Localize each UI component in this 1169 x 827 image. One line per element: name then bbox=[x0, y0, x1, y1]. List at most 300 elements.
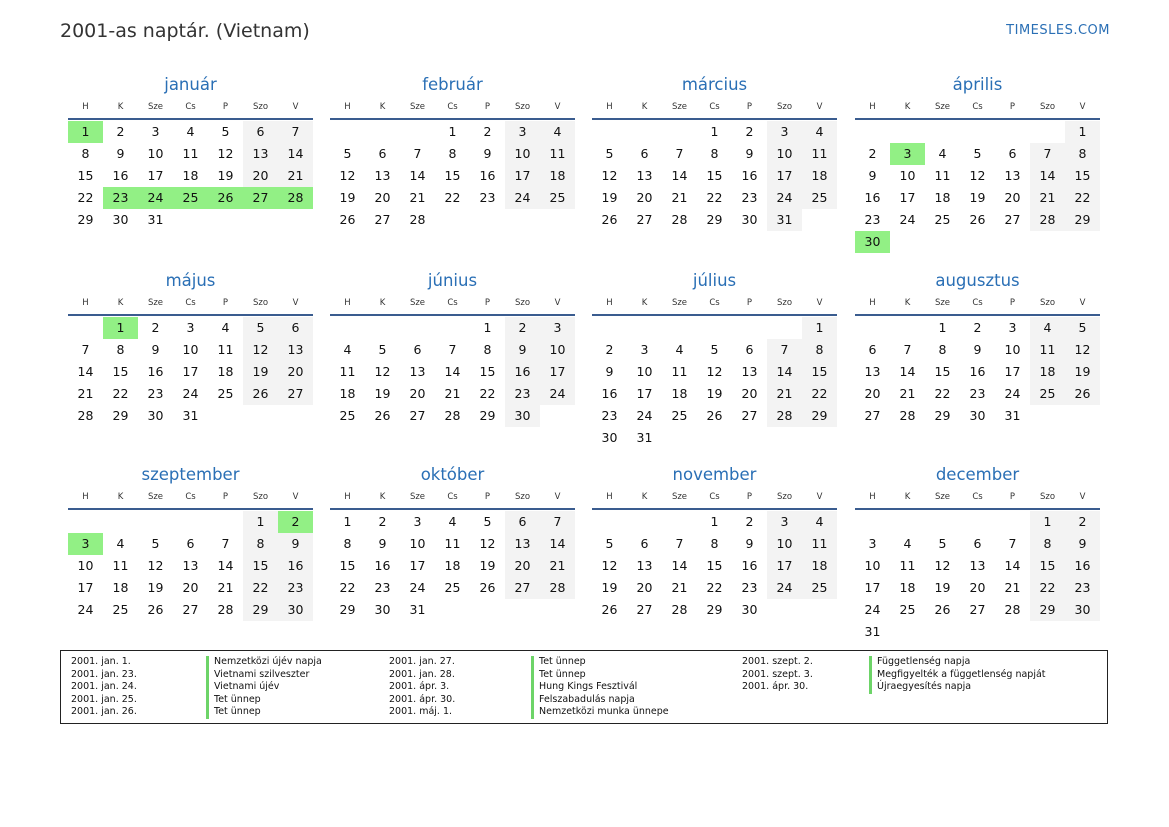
day-cell: 6 bbox=[1008, 146, 1017, 161]
day-cell: 1 bbox=[802, 317, 837, 339]
weekday-label: Cs bbox=[447, 298, 458, 308]
day-cell: 30 bbox=[147, 408, 164, 423]
day-cell: 17 bbox=[77, 580, 94, 595]
weekday-label: V bbox=[816, 492, 823, 502]
day-cell: 8 bbox=[802, 339, 837, 361]
month-block bbox=[330, 74, 575, 231]
day-cell: 26 bbox=[243, 383, 278, 405]
weekday-label: K bbox=[379, 102, 386, 112]
brand-link[interactable]: TIMESLES.COM bbox=[1006, 23, 1110, 38]
day-grid bbox=[68, 121, 313, 231]
day-cell: 23 bbox=[969, 386, 986, 401]
legend-date-column bbox=[389, 656, 455, 719]
holiday-day-cell: 1 bbox=[68, 121, 103, 143]
day-cell: 17 bbox=[147, 168, 164, 183]
weekday-label: H bbox=[82, 102, 89, 112]
day-cell: 31 bbox=[147, 212, 164, 227]
legend-holiday-name: Újraegyesítés napja bbox=[869, 681, 1046, 694]
day-cell: 9 bbox=[278, 533, 313, 555]
day-cell: 5 bbox=[1065, 317, 1100, 339]
weekday-label: P bbox=[1009, 298, 1016, 308]
weekday-label: Sze bbox=[934, 102, 951, 112]
day-cell: 19 bbox=[217, 168, 234, 183]
day-cell: 16 bbox=[741, 168, 758, 183]
day-cell: 28 bbox=[671, 212, 688, 227]
day-cell: 28 bbox=[767, 405, 802, 427]
day-cell: 15 bbox=[1030, 555, 1065, 577]
weekday-label: V bbox=[1079, 102, 1086, 112]
day-cell: 10 bbox=[864, 558, 881, 573]
day-cell: 9 bbox=[973, 342, 982, 357]
day-cell: 20 bbox=[636, 190, 653, 205]
month-name: augusztus bbox=[935, 271, 1020, 290]
empty-cell bbox=[400, 317, 435, 339]
day-cell: 25 bbox=[802, 577, 837, 599]
day-cell: 27 bbox=[636, 602, 653, 617]
day-cell: 25 bbox=[1030, 383, 1065, 405]
day-cell: 4 bbox=[675, 342, 684, 357]
day-cell: 23 bbox=[505, 383, 540, 405]
weekday-label: K bbox=[641, 102, 648, 112]
day-cell: 20 bbox=[409, 386, 426, 401]
weekday-label: V bbox=[816, 298, 823, 308]
day-cell: 11 bbox=[182, 146, 199, 161]
day-cell: 21 bbox=[278, 165, 313, 187]
day-cell: 17 bbox=[767, 165, 802, 187]
day-cell: 13 bbox=[1004, 168, 1021, 183]
empty-cell bbox=[627, 511, 662, 533]
day-cell: 7 bbox=[675, 536, 684, 551]
day-cell: 13 bbox=[505, 533, 540, 555]
day-cell: 29 bbox=[479, 408, 496, 423]
day-cell: 12 bbox=[479, 536, 496, 551]
month-block bbox=[68, 74, 313, 231]
day-cell: 29 bbox=[77, 212, 94, 227]
day-cell: 27 bbox=[374, 212, 391, 227]
weekday-header bbox=[330, 292, 575, 316]
empty-cell bbox=[925, 511, 960, 533]
day-cell: 6 bbox=[868, 342, 877, 357]
weekday-label: H bbox=[344, 102, 351, 112]
weekday-label: Cs bbox=[972, 492, 983, 502]
day-cell: 6 bbox=[640, 536, 649, 551]
empty-cell bbox=[960, 121, 995, 143]
legend-holiday-name: Nemzetközi munka ünnepe bbox=[531, 706, 669, 719]
day-cell: 13 bbox=[182, 558, 199, 573]
day-cell: 14 bbox=[671, 558, 688, 573]
holiday-day-cell: 30 bbox=[855, 231, 890, 253]
month-block bbox=[592, 74, 837, 231]
day-cell: 18 bbox=[899, 580, 916, 595]
day-cell: 7 bbox=[221, 536, 230, 551]
day-cell: 8 bbox=[710, 146, 719, 161]
day-cell: 15 bbox=[112, 364, 129, 379]
day-cell: 23 bbox=[864, 212, 881, 227]
empty-cell bbox=[592, 511, 627, 533]
legend-holiday-name: Felszabadulás napja bbox=[531, 694, 669, 707]
day-cell: 7 bbox=[448, 342, 457, 357]
day-cell: 7 bbox=[1008, 536, 1017, 551]
day-cell: 2 bbox=[378, 514, 387, 529]
weekday-label: K bbox=[904, 298, 911, 308]
day-cell: 24 bbox=[636, 408, 653, 423]
day-cell: 22 bbox=[706, 580, 723, 595]
day-cell: 15 bbox=[802, 361, 837, 383]
day-cell: 6 bbox=[378, 146, 387, 161]
day-cell: 12 bbox=[706, 364, 723, 379]
weekday-label: P bbox=[484, 492, 491, 502]
day-cell: 22 bbox=[243, 577, 278, 599]
day-cell: 4 bbox=[802, 121, 837, 143]
day-cell: 3 bbox=[868, 536, 877, 551]
day-cell: 17 bbox=[899, 190, 916, 205]
day-cell: 26 bbox=[339, 212, 356, 227]
day-cell: 5 bbox=[483, 514, 492, 529]
empty-cell bbox=[697, 317, 732, 339]
day-cell: 20 bbox=[182, 580, 199, 595]
day-cell: 16 bbox=[278, 555, 313, 577]
weekday-label: Szo bbox=[776, 492, 793, 502]
day-cell: 21 bbox=[444, 386, 461, 401]
day-cell: 30 bbox=[112, 212, 129, 227]
day-cell: 22 bbox=[802, 383, 837, 405]
weekday-label: P bbox=[484, 298, 491, 308]
day-cell: 19 bbox=[969, 190, 986, 205]
day-cell: 11 bbox=[444, 536, 461, 551]
day-cell: 11 bbox=[934, 168, 951, 183]
empty-cell bbox=[1030, 121, 1065, 143]
day-cell: 23 bbox=[147, 386, 164, 401]
day-cell: 31 bbox=[767, 209, 802, 231]
day-cell: 28 bbox=[444, 408, 461, 423]
month-name: március bbox=[681, 75, 748, 94]
day-cell: 17 bbox=[636, 386, 653, 401]
day-cell: 21 bbox=[1030, 187, 1065, 209]
day-cell: 21 bbox=[77, 386, 94, 401]
day-cell: 25 bbox=[671, 408, 688, 423]
weekday-label: P bbox=[746, 102, 753, 112]
empty-cell bbox=[330, 121, 365, 143]
weekday-label: V bbox=[816, 102, 823, 112]
day-cell: 1 bbox=[243, 511, 278, 533]
weekday-label: K bbox=[379, 298, 386, 308]
day-cell: 22 bbox=[444, 190, 461, 205]
month-block bbox=[855, 270, 1100, 427]
day-cell: 3 bbox=[151, 124, 160, 139]
day-cell: 9 bbox=[378, 536, 387, 551]
weekday-label: Sze bbox=[934, 298, 951, 308]
day-cell: 5 bbox=[938, 536, 947, 551]
holiday-day-cell: 2 bbox=[278, 511, 313, 533]
day-cell: 11 bbox=[540, 143, 575, 165]
weekday-label: Szo bbox=[776, 102, 793, 112]
day-cell: 3 bbox=[640, 342, 649, 357]
day-cell: 5 bbox=[243, 317, 278, 339]
day-cell: 25 bbox=[444, 580, 461, 595]
day-cell: 24 bbox=[182, 386, 199, 401]
empty-cell bbox=[103, 511, 138, 533]
empty-cell bbox=[365, 121, 400, 143]
weekday-header bbox=[68, 96, 313, 120]
day-cell: 12 bbox=[934, 558, 951, 573]
day-cell: 19 bbox=[601, 580, 618, 595]
day-cell: 4 bbox=[802, 511, 837, 533]
day-cell: 14 bbox=[671, 168, 688, 183]
weekday-label: K bbox=[117, 492, 124, 502]
day-cell: 18 bbox=[444, 558, 461, 573]
day-cell: 1 bbox=[1065, 121, 1100, 143]
day-cell: 14 bbox=[1030, 165, 1065, 187]
day-cell: 21 bbox=[671, 190, 688, 205]
day-cell: 22 bbox=[112, 386, 129, 401]
day-cell: 7 bbox=[413, 146, 422, 161]
day-cell: 10 bbox=[147, 146, 164, 161]
legend-name-column bbox=[206, 656, 322, 719]
day-cell: 2 bbox=[505, 317, 540, 339]
weekday-label: H bbox=[869, 298, 876, 308]
day-cell: 13 bbox=[243, 143, 278, 165]
day-cell: 5 bbox=[605, 536, 614, 551]
empty-cell bbox=[627, 121, 662, 143]
day-cell: 9 bbox=[151, 342, 160, 357]
day-cell: 26 bbox=[479, 580, 496, 595]
day-cell: 21 bbox=[671, 580, 688, 595]
day-cell: 18 bbox=[182, 168, 199, 183]
day-cell: 15 bbox=[243, 555, 278, 577]
day-cell: 20 bbox=[864, 386, 881, 401]
day-cell: 25 bbox=[934, 212, 951, 227]
day-grid bbox=[330, 121, 575, 231]
day-cell: 16 bbox=[969, 364, 986, 379]
day-cell: 1 bbox=[938, 320, 947, 335]
day-cell: 15 bbox=[706, 558, 723, 573]
day-cell: 31 bbox=[182, 408, 199, 423]
weekday-label: Cs bbox=[709, 298, 720, 308]
empty-cell bbox=[890, 317, 925, 339]
day-cell: 19 bbox=[934, 580, 951, 595]
day-cell: 10 bbox=[767, 143, 802, 165]
day-cell: 10 bbox=[77, 558, 94, 573]
weekday-label: K bbox=[379, 492, 386, 502]
day-cell: 18 bbox=[671, 386, 688, 401]
day-cell: 8 bbox=[1030, 533, 1065, 555]
day-cell: 5 bbox=[151, 536, 160, 551]
day-cell: 18 bbox=[112, 580, 129, 595]
day-cell: 12 bbox=[339, 168, 356, 183]
weekday-label: Sze bbox=[147, 298, 164, 308]
day-cell: 9 bbox=[745, 536, 754, 551]
day-cell: 17 bbox=[1004, 364, 1021, 379]
holiday-day-cell: 3 bbox=[68, 533, 103, 555]
weekday-label: Szo bbox=[514, 102, 531, 112]
holiday-day-cell: 23 bbox=[103, 187, 138, 209]
day-cell: 23 bbox=[278, 577, 313, 599]
legend-date: 2001. ápr. 30. bbox=[389, 693, 456, 705]
legend-holiday-name: Nemzetközi újév napja bbox=[206, 656, 322, 669]
day-cell: 20 bbox=[243, 165, 278, 187]
day-cell: 5 bbox=[605, 146, 614, 161]
weekday-header bbox=[855, 486, 1100, 510]
day-cell: 26 bbox=[601, 212, 618, 227]
legend-date: 2001. máj. 1. bbox=[389, 706, 453, 718]
day-cell: 15 bbox=[934, 364, 951, 379]
day-cell: 21 bbox=[767, 383, 802, 405]
day-cell: 3 bbox=[505, 121, 540, 143]
day-cell: 18 bbox=[217, 364, 234, 379]
day-cell: 14 bbox=[77, 364, 94, 379]
day-cell: 29 bbox=[1065, 209, 1100, 231]
day-cell: 14 bbox=[899, 364, 916, 379]
day-cell: 26 bbox=[934, 602, 951, 617]
day-cell: 12 bbox=[601, 168, 618, 183]
day-cell: 28 bbox=[899, 408, 916, 423]
month-block bbox=[592, 464, 837, 621]
day-cell: 10 bbox=[767, 533, 802, 555]
day-cell: 12 bbox=[1065, 339, 1100, 361]
weekday-label: Sze bbox=[409, 102, 426, 112]
day-cell: 14 bbox=[409, 168, 426, 183]
day-cell: 2 bbox=[151, 320, 160, 335]
day-cell: 30 bbox=[278, 599, 313, 621]
day-cell: 24 bbox=[767, 577, 802, 599]
weekday-label: Szo bbox=[776, 298, 793, 308]
day-cell: 2 bbox=[605, 342, 614, 357]
day-cell: 2 bbox=[745, 514, 754, 529]
month-block bbox=[855, 74, 1100, 253]
legend-date: 2001. jan. 28. bbox=[389, 668, 455, 680]
day-cell: 29 bbox=[339, 602, 356, 617]
day-cell: 19 bbox=[243, 361, 278, 383]
legend-date: 2001. ápr. 3. bbox=[389, 681, 450, 693]
day-cell: 2 bbox=[1065, 511, 1100, 533]
day-cell: 18 bbox=[339, 386, 356, 401]
day-cell: 1 bbox=[448, 124, 457, 139]
day-cell: 27 bbox=[636, 212, 653, 227]
month-name: július bbox=[692, 271, 737, 290]
holiday-day-cell: 25 bbox=[173, 187, 208, 209]
day-cell: 13 bbox=[636, 558, 653, 573]
day-cell: 13 bbox=[374, 168, 391, 183]
day-cell: 23 bbox=[1065, 577, 1100, 599]
day-cell: 28 bbox=[77, 408, 94, 423]
day-cell: 16 bbox=[374, 558, 391, 573]
empty-cell bbox=[732, 317, 767, 339]
day-cell: 15 bbox=[444, 168, 461, 183]
weekday-label: Szo bbox=[1039, 102, 1056, 112]
day-cell: 28 bbox=[409, 212, 426, 227]
day-cell: 5 bbox=[378, 342, 387, 357]
day-cell: 29 bbox=[934, 408, 951, 423]
day-cell: 27 bbox=[409, 408, 426, 423]
day-cell: 20 bbox=[505, 555, 540, 577]
day-cell: 8 bbox=[710, 536, 719, 551]
day-cell: 23 bbox=[741, 190, 758, 205]
day-cell: 14 bbox=[444, 364, 461, 379]
day-cell: 21 bbox=[409, 190, 426, 205]
day-cell: 11 bbox=[339, 364, 356, 379]
weekday-label: P bbox=[1009, 102, 1016, 112]
legend-name-column bbox=[869, 656, 1046, 694]
day-cell: 16 bbox=[479, 168, 496, 183]
weekday-label: H bbox=[606, 298, 613, 308]
weekday-label: P bbox=[484, 102, 491, 112]
day-cell: 8 bbox=[1065, 143, 1100, 165]
day-cell: 4 bbox=[221, 320, 230, 335]
day-cell: 4 bbox=[186, 124, 195, 139]
day-cell: 29 bbox=[706, 212, 723, 227]
day-cell: 21 bbox=[899, 386, 916, 401]
weekday-header bbox=[330, 96, 575, 120]
day-cell: 2 bbox=[116, 124, 125, 139]
empty-cell bbox=[855, 511, 890, 533]
day-cell: 8 bbox=[938, 342, 947, 357]
day-cell: 17 bbox=[505, 165, 540, 187]
weekday-label: V bbox=[554, 102, 561, 112]
day-cell: 3 bbox=[767, 511, 802, 533]
day-cell: 10 bbox=[636, 364, 653, 379]
day-cell: 19 bbox=[601, 190, 618, 205]
month-block bbox=[330, 464, 575, 621]
day-cell: 13 bbox=[741, 364, 758, 379]
day-cell: 24 bbox=[1004, 386, 1021, 401]
legend-date: 2001. szept. 3. bbox=[742, 668, 813, 680]
legend-date-column bbox=[742, 656, 813, 694]
day-cell: 6 bbox=[640, 146, 649, 161]
day-cell: 3 bbox=[767, 121, 802, 143]
weekday-label: Sze bbox=[671, 298, 688, 308]
day-cell: 20 bbox=[969, 580, 986, 595]
day-cell: 11 bbox=[112, 558, 129, 573]
day-cell: 6 bbox=[973, 536, 982, 551]
weekday-label: V bbox=[1079, 492, 1086, 502]
legend-date: 2001. jan. 23. bbox=[71, 668, 137, 680]
weekday-label: P bbox=[222, 102, 229, 112]
weekday-label: Sze bbox=[409, 492, 426, 502]
day-cell: 17 bbox=[409, 558, 426, 573]
day-cell: 23 bbox=[601, 408, 618, 423]
weekday-label: H bbox=[344, 298, 351, 308]
day-cell: 30 bbox=[505, 405, 540, 427]
day-cell: 3 bbox=[186, 320, 195, 335]
empty-cell bbox=[68, 511, 103, 533]
day-cell: 22 bbox=[1065, 187, 1100, 209]
day-cell: 9 bbox=[1065, 533, 1100, 555]
day-cell: 7 bbox=[675, 146, 684, 161]
day-cell: 6 bbox=[505, 511, 540, 533]
day-cell: 8 bbox=[483, 342, 492, 357]
legend-holiday-name: Tet ünnep bbox=[206, 694, 322, 707]
weekday-header bbox=[68, 292, 313, 316]
weekday-label: K bbox=[117, 298, 124, 308]
weekday-label: Cs bbox=[709, 102, 720, 112]
day-cell: 27 bbox=[505, 577, 540, 599]
weekday-label: Cs bbox=[447, 492, 458, 502]
weekday-header bbox=[592, 486, 837, 510]
day-cell: 2 bbox=[868, 146, 877, 161]
day-cell: 26 bbox=[374, 408, 391, 423]
day-cell: 25 bbox=[217, 386, 234, 401]
month-name: június bbox=[427, 271, 478, 290]
day-cell: 10 bbox=[409, 536, 426, 551]
day-cell: 4 bbox=[903, 536, 912, 551]
legend-holiday-name: Hung Kings Fesztivál bbox=[531, 681, 669, 694]
day-cell: 11 bbox=[802, 143, 837, 165]
weekday-header bbox=[592, 96, 837, 120]
day-cell: 1 bbox=[710, 514, 719, 529]
weekday-header bbox=[855, 96, 1100, 120]
legend-name-column bbox=[531, 656, 669, 719]
day-cell: 1 bbox=[1030, 511, 1065, 533]
